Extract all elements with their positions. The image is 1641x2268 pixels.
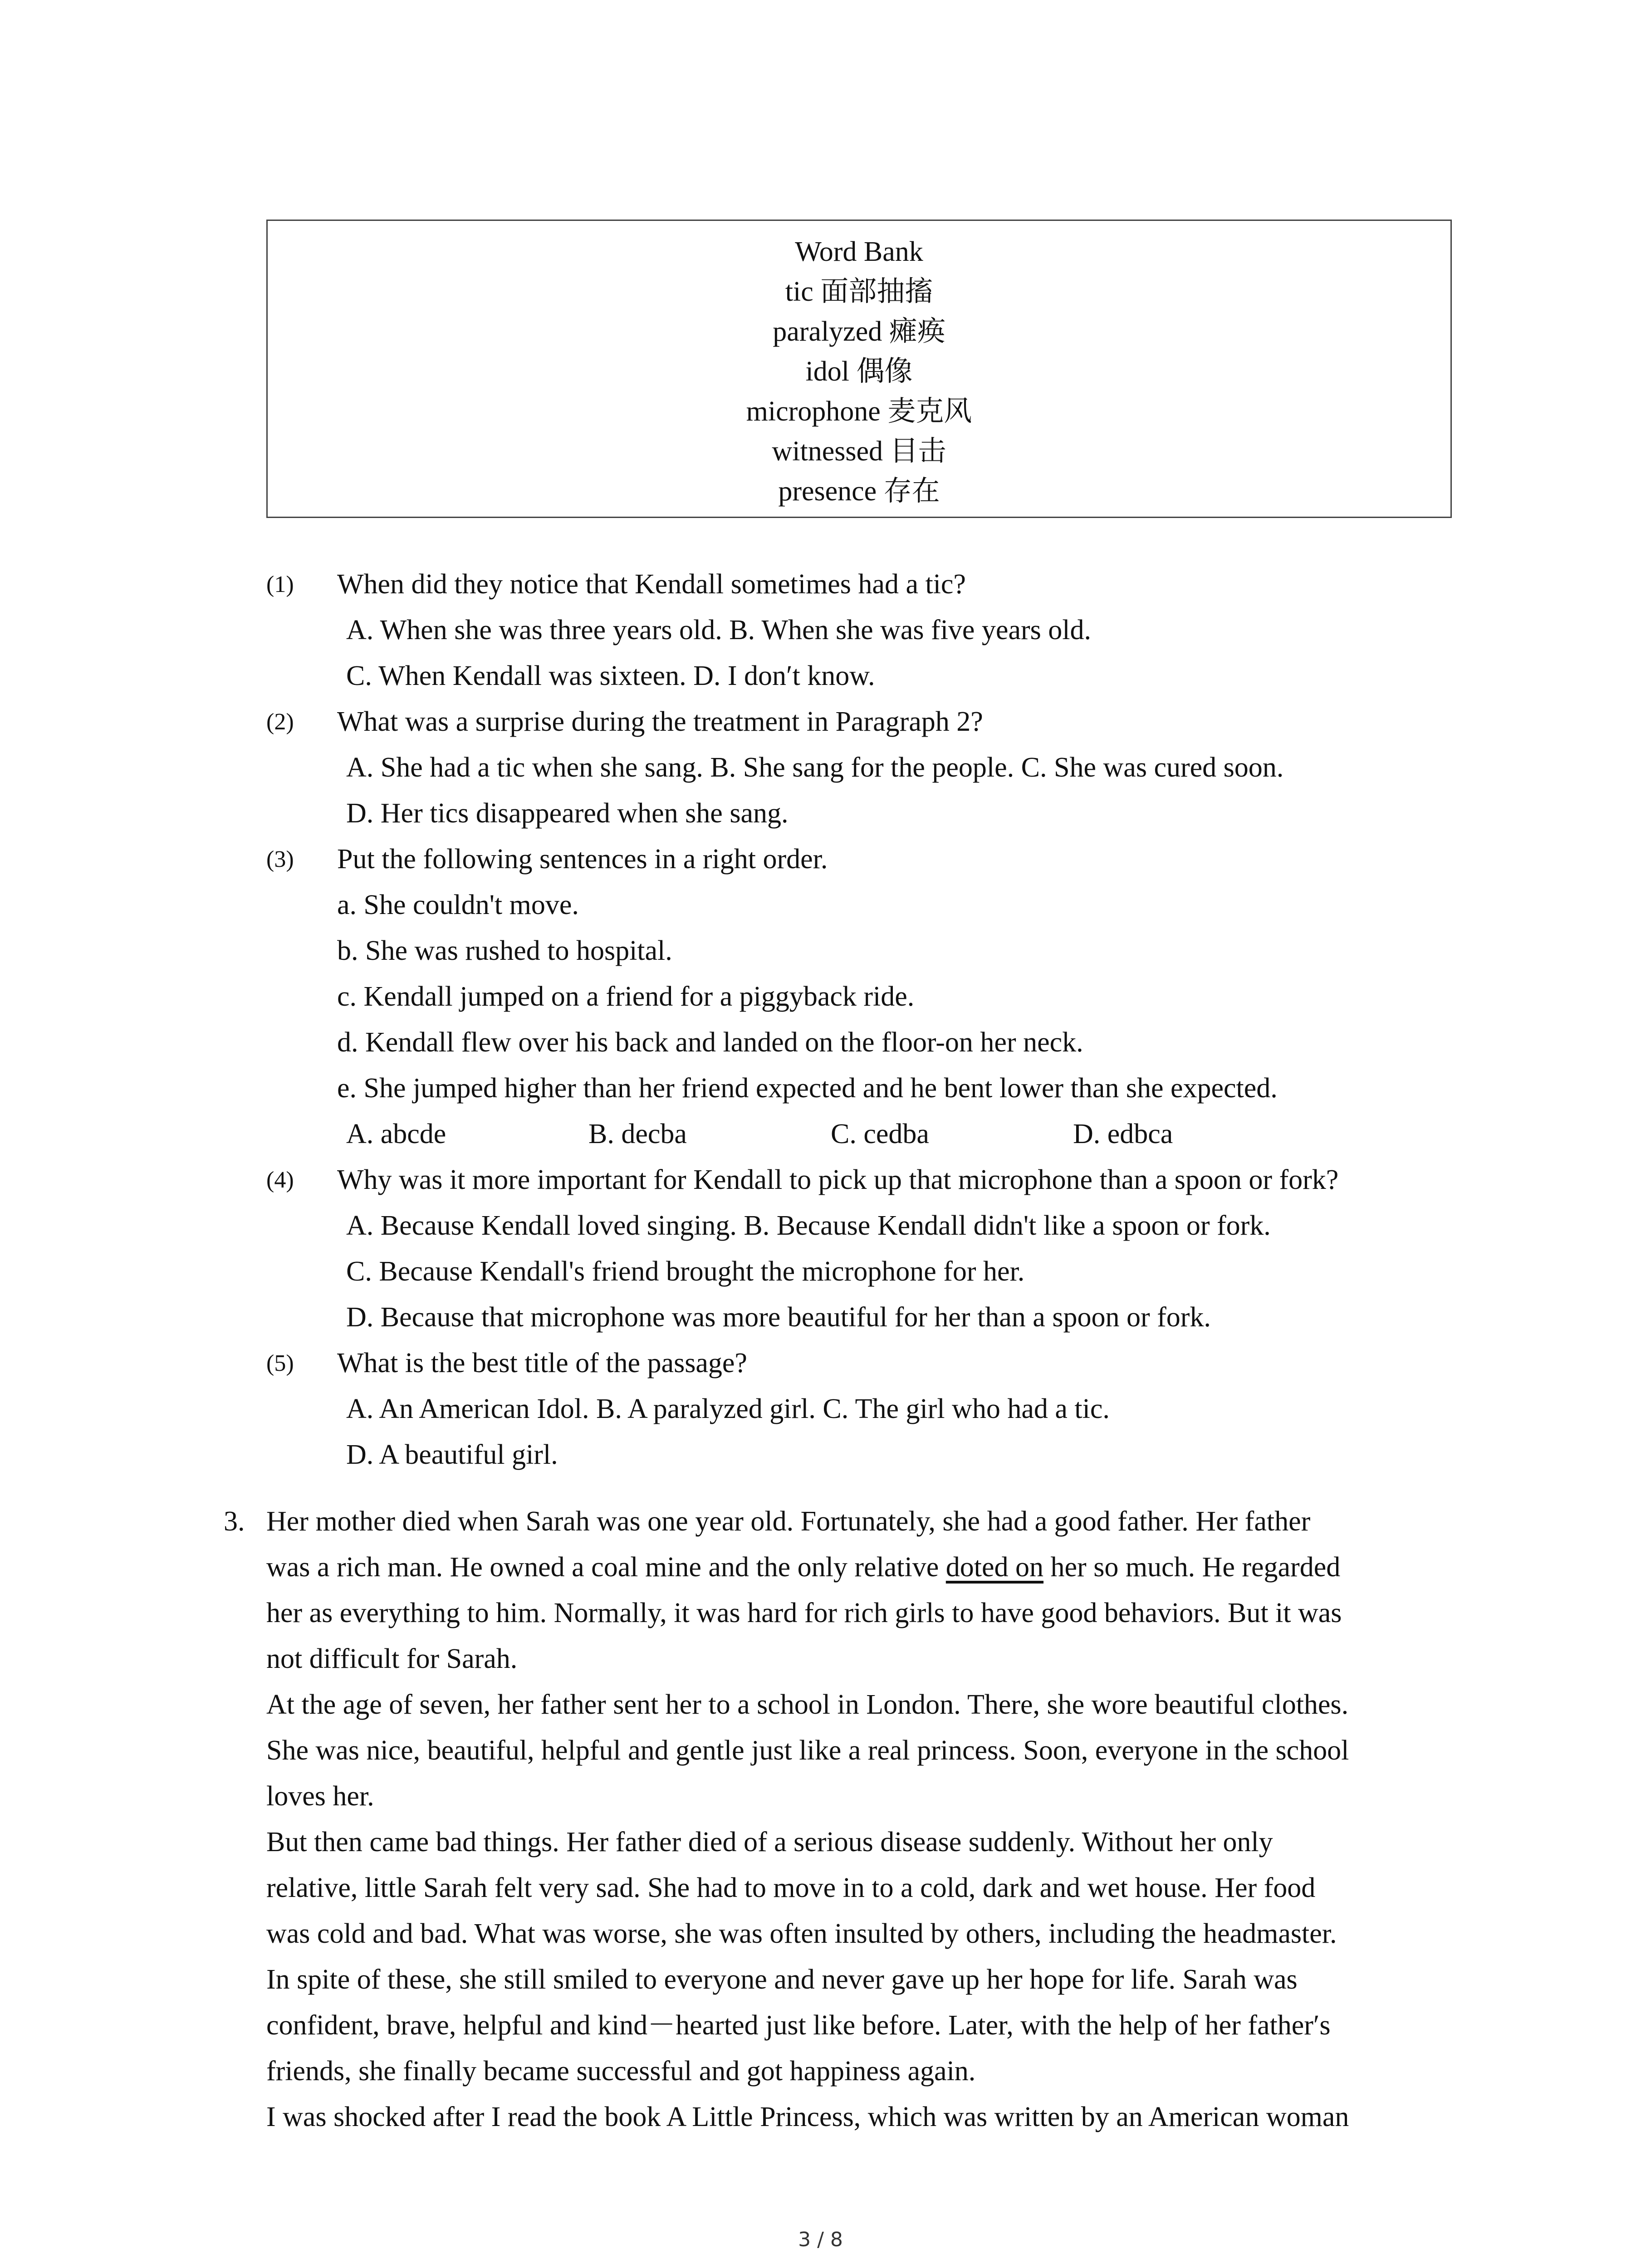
passage-text: her so much. He regarded xyxy=(1043,1552,1341,1583)
question-number: (5) xyxy=(266,1350,294,1376)
underlined-phrase: doted on xyxy=(945,1552,1044,1583)
order-sentence: c. Kendall jumped on a friend for a piggyback ride. xyxy=(337,981,915,1012)
question-stem: What was a surprise during the treatment in Paragraph 2? xyxy=(337,706,983,737)
question-options: A. She had a tic when she sang. B. She sang for the people. C. She was cured soon. xyxy=(346,752,1284,783)
question-stem: When did they notice that Kendall sometimes had a tic? xyxy=(337,569,966,600)
word-bank-entry: idol 偶像 xyxy=(805,356,913,387)
word-bank-entry: paralyzed 瘫痪 xyxy=(773,316,945,347)
choice: D. edbca xyxy=(1073,1119,1173,1149)
choice: A. abcde xyxy=(346,1119,446,1149)
question-number: (4) xyxy=(266,1167,294,1193)
word-bank-entry: witnessed 目击 xyxy=(772,436,946,467)
order-sentence: e. She jumped higher than her friend expected and he bent lower than she expected. xyxy=(337,1073,1278,1104)
passage-line: her as everything to him. Normally, it was hard for rich girls to have good behaviors. But it was xyxy=(266,1598,1342,1628)
passage-line: Her mother died when Sarah was one year old. Fortunately, she had a good father. Her father xyxy=(266,1506,1311,1537)
word-bank-entry: presence 存在 xyxy=(778,476,940,507)
passage-line: At the age of seven, her father sent her to a school in London. There, she wore beautiful clothes. xyxy=(266,1689,1349,1720)
passage-line: not difficult for Sarah. xyxy=(266,1643,518,1674)
question-options: A. When she was three years old. B. When she was five years old. xyxy=(346,615,1091,645)
order-sentence: a. She couldn't move. xyxy=(337,890,579,920)
word-bank-title: Word Bank xyxy=(795,236,923,267)
question-options: C. When Kendall was sixteen. D. I don′t know. xyxy=(346,660,875,691)
passage-line: relative, little Sarah felt very sad. She had to move in to a cold, dark and wet house. Her food xyxy=(266,1872,1316,1903)
passage-line: loves her. xyxy=(266,1781,374,1812)
question-number: (3) xyxy=(266,846,294,872)
passage-text: was a rich man. He owned a coal mine and the only relative xyxy=(266,1552,946,1583)
question-stem: Put the following sentences in a right order. xyxy=(337,844,828,875)
order-sentence: b. She was rushed to hospital. xyxy=(337,935,672,966)
passage-line: I was shocked after I read the book A Little Princess, which was written by an American woman xyxy=(266,2102,1349,2132)
question-number: (1) xyxy=(266,572,294,597)
passage-line: But then came bad things. Her father died of a serious disease suddenly. Without her only xyxy=(266,1827,1273,1857)
passage-line: confident, brave, helpful and kind－hearted just like before. Later, with the help of her father′s xyxy=(266,2010,1331,2041)
order-choices xyxy=(346,1111,1315,1157)
question-number: (2) xyxy=(266,709,294,735)
choice: C. cedba xyxy=(831,1119,929,1149)
question-options: A. An American Idol. B. A paralyzed girl. C. The girl who had a tic. xyxy=(346,1393,1110,1424)
question-stem: Why was it more important for Kendall to pick up that microphone than a spoon or fork? xyxy=(337,1164,1339,1195)
word-bank-box xyxy=(266,220,1452,518)
page-number: 3 / 8 xyxy=(798,2228,843,2251)
choice: B. decba xyxy=(588,1119,687,1149)
passage-line: was cold and bad. What was worse, she was often insulted by others, including the headmaster. xyxy=(266,1918,1337,1949)
passage-line: She was nice, beautiful, helpful and gentle just like a real princess. Soon, everyone in the school xyxy=(266,1735,1349,1766)
question-options: C. Because Kendall's friend brought the microphone for her. xyxy=(346,1256,1025,1287)
word-bank-entry: microphone 麦克风 xyxy=(746,396,972,427)
word-bank-entry: tic 面部抽搐 xyxy=(785,276,933,307)
passage-number: 3. xyxy=(224,1506,245,1537)
question-options: D. A beautiful girl. xyxy=(346,1439,558,1470)
question-options: D. Because that microphone was more beautiful for her than a spoon or fork. xyxy=(346,1302,1211,1333)
passage-line: friends, she finally became successful and got happiness again. xyxy=(266,2056,976,2087)
question-options: D. Her tics disappeared when she sang. xyxy=(346,798,789,829)
passage-line: In spite of these, she still smiled to everyone and never gave up her hope for life. Sarah was xyxy=(266,1964,1298,1995)
passage-line xyxy=(266,1545,1464,1590)
order-sentence: d. Kendall flew over his back and landed on the floor-on her neck. xyxy=(337,1027,1083,1058)
question-options: A. Because Kendall loved singing. B. Because Kendall didn't like a spoon or fork. xyxy=(346,1210,1271,1241)
question-stem: What is the best title of the passage? xyxy=(337,1348,747,1378)
